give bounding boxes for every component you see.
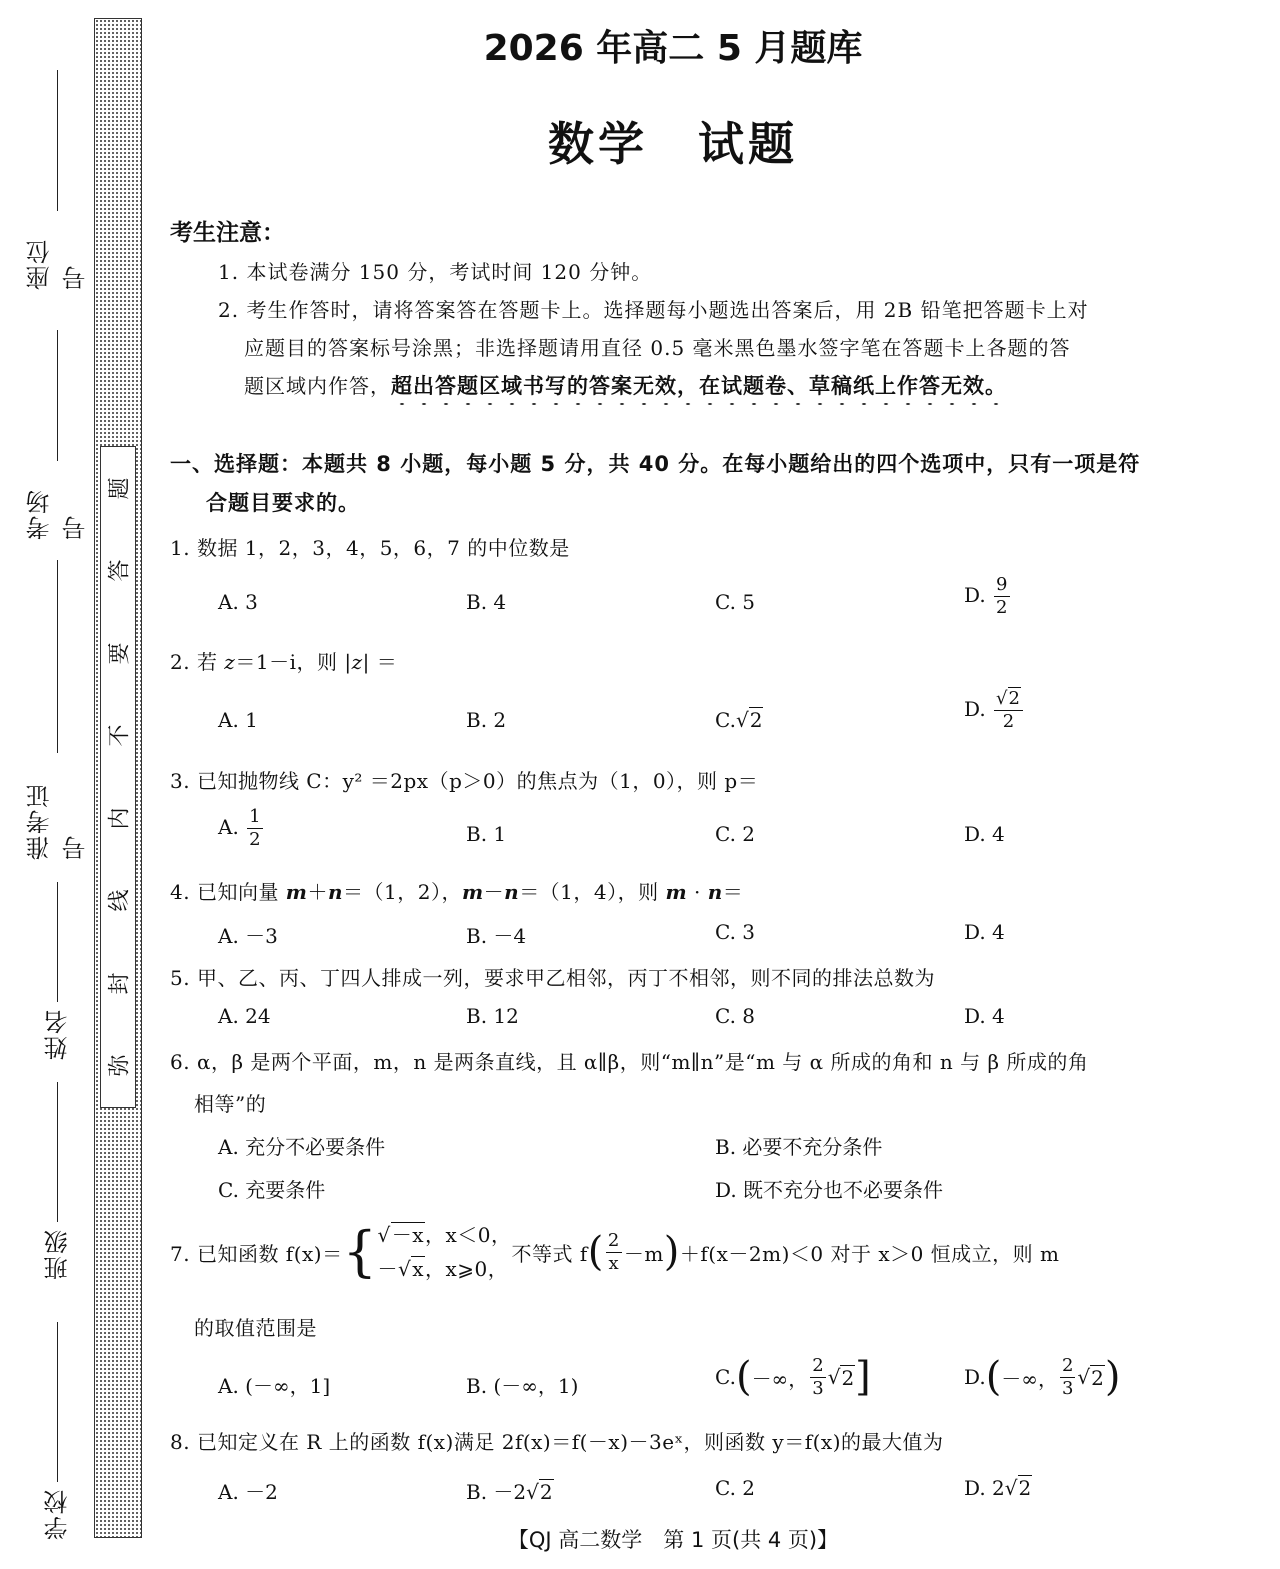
q2-option-a[interactable]: A. 1: [218, 708, 258, 732]
sqrt-radicand: 2: [1008, 688, 1020, 709]
notice-item-2-text: 题区域内作答，: [244, 374, 391, 398]
exam-title: 2026 年高二 5 月题库: [483, 28, 863, 69]
question-6-stem-cont: 相等”的: [194, 1092, 267, 1116]
page-footer: 【QJ 高二数学 第 1 页(共 4 页)】: [507, 1528, 839, 1552]
q7-stem-mid2: －m: [623, 1241, 664, 1266]
q4-vector-n: n: [327, 880, 344, 904]
paren-right: ): [1104, 1354, 1121, 1400]
fraction-denominator: 2: [249, 829, 261, 850]
q7-option-d-pre: －∞，: [1001, 1366, 1058, 1391]
name-field: [40, 880, 76, 1060]
question-1-stem: 1. 数据 1，2，3，4，5，6，7 的中位数是: [170, 536, 570, 560]
notice-item-2-line-1: 2. 考生作答时，请将答案答在答题卡上。选择题每小题选出答案后，用 2B 铅笔把答题卡上对: [218, 298, 1089, 322]
q4-stem-pre: 4. 已知向量: [170, 880, 286, 904]
piecewise-case-1: √－x，x＜0，: [377, 1223, 512, 1247]
exam-room-blank[interactable]: [58, 330, 59, 461]
fraction-denominator: x: [608, 1252, 620, 1274]
notice-item-1: 1. 本试卷满分 150 分，考试时间 120 分钟。: [218, 260, 653, 284]
piecewise-brace: {: [342, 1220, 378, 1283]
sqrt-radicand: 2: [749, 708, 763, 732]
q2-stem-mid: ＝1－i，则 |: [235, 650, 352, 674]
sqrt-radicand: x: [412, 1257, 424, 1281]
q2-stem-pre: 2. 若: [170, 650, 225, 674]
sqrt-radicand: 2: [1091, 1365, 1104, 1390]
q4-vector-m: m: [461, 880, 484, 904]
q3-option-a[interactable]: [218, 808, 265, 849]
seal-char: 线: [107, 889, 133, 912]
q4-dot: ·: [687, 880, 708, 904]
q2-var-z: z: [224, 650, 236, 674]
q7-stem-post: ＋f(x－2m)＜0 对于 x＞0 恒成立，则 m: [679, 1241, 1060, 1266]
name-label: 姓名: [44, 1008, 72, 1060]
q7-option-d[interactable]: D. ( －∞， $\frac{2}{3}$ √ 2 ): [964, 1354, 1121, 1400]
q3-option-d[interactable]: D. 4: [964, 822, 1005, 846]
school-label: 学校: [44, 1488, 72, 1540]
q2-var-z: z: [351, 650, 363, 674]
question-4-stem: [170, 876, 743, 905]
q2-stem-post: | ＝: [362, 650, 398, 674]
q8-option-c[interactable]: C. 2: [715, 1476, 756, 1500]
fraction-numerator: √2: [994, 690, 1023, 711]
seal-char: 答: [107, 559, 133, 582]
q8-option-a[interactable]: A. －2: [218, 1480, 278, 1504]
seal-char: 不: [107, 724, 133, 747]
q4-option-c[interactable]: C. 3: [715, 920, 756, 944]
q4-vector-n: n: [504, 880, 520, 904]
piecewise-cases: [377, 1218, 511, 1286]
question-5-stem: 5. 甲、乙、丙、丁四人排成一列，要求甲乙相邻，丙丁不相邻，则不同的排法总数为: [170, 966, 935, 990]
seat-number-field: [26, 70, 90, 290]
question-6-stem: 6. α，β 是两个平面，m，n 是两条直线，且 α∥β，则“m∥n”是“m 与 α 所成的角和 n 与 β 所成的角: [170, 1050, 1089, 1074]
paren-left: (: [735, 1354, 752, 1400]
q5-option-a[interactable]: A. 24: [218, 1004, 271, 1028]
admission-number-blank[interactable]: [58, 560, 59, 753]
fraction-denominator: 3: [812, 1377, 824, 1399]
q4-vector-m: m: [665, 880, 688, 904]
q5-option-c[interactable]: C. 8: [715, 1004, 756, 1028]
seat-number-blank[interactable]: [58, 70, 59, 211]
q4-eq3: ＝: [722, 880, 744, 904]
notice-title: 考生注意：: [170, 220, 285, 246]
q7-stem-mid: 不等式 f: [511, 1241, 588, 1266]
sqrt-radicand: 2: [539, 1480, 553, 1504]
fraction: [994, 576, 1009, 617]
fraction: [606, 1229, 622, 1274]
exam-room-label: 考场号: [26, 488, 90, 540]
q4-minus: －: [483, 880, 505, 904]
fraction: [1060, 1354, 1075, 1399]
q6-option-c[interactable]: C. 充要条件: [218, 1178, 326, 1202]
fraction: [994, 690, 1023, 731]
q7-option-c-label: C.: [715, 1365, 736, 1389]
fraction: [247, 808, 262, 849]
q4-vector-n: n: [707, 880, 723, 904]
q1-option-d[interactable]: [964, 576, 1012, 617]
seat-number-label: 座位号: [26, 238, 90, 290]
fraction-numerator: 2: [607, 1229, 620, 1251]
piecewise-cond: ，x⩾0，: [424, 1257, 509, 1281]
q2-option-c[interactable]: C.√2: [715, 708, 763, 732]
q2-option-c-label: C.: [715, 708, 736, 732]
q1-option-a[interactable]: A. 3: [218, 590, 258, 614]
exam-room-field: [26, 330, 90, 540]
q7-option-a[interactable]: A. (－∞，1]: [218, 1374, 331, 1398]
fraction-numerator: 9: [996, 574, 1008, 595]
paren-right: ): [663, 1229, 680, 1275]
notice-emphasis: 超出答题区域书写的答案无效，在试题卷、草稿纸上作答无效。: [391, 374, 1007, 408]
q4-option-a[interactable]: A. －3: [218, 924, 278, 948]
q1-option-b[interactable]: B. 4: [466, 590, 507, 614]
q2-option-d[interactable]: [964, 690, 1025, 731]
q7-option-c[interactable]: C. ( －∞， $\frac{2}{3}$ √ 2 ]: [715, 1354, 871, 1400]
exam-subject: 数学 试题: [548, 117, 798, 171]
notice-item-2-line-3: [244, 370, 1007, 400]
paren-left: (: [985, 1354, 1002, 1400]
q1-option-d-label: D.: [964, 583, 986, 607]
seal-char: 封: [107, 972, 133, 995]
name-blank[interactable]: [58, 882, 59, 1002]
q8-option-d-label: D. 2: [964, 1476, 1005, 1500]
question-7-stem-cont: 的取值范围是: [194, 1316, 317, 1340]
paren-left: (: [587, 1229, 604, 1275]
admission-number-label: 准考证号: [26, 782, 90, 860]
class-field: [40, 1080, 76, 1280]
q7-option-d-label: D.: [964, 1365, 986, 1389]
sqrt-radicand: 2: [841, 1365, 855, 1390]
binding-margin: [0, 0, 150, 1569]
school-field: [40, 1320, 76, 1540]
q3-option-b[interactable]: B. 1: [466, 822, 507, 846]
notice-item-2-line-2: 应题目的答案标号涂黑；非选择题请用直径 0.5 毫米黑色墨水签字笔在答题卡上各题的答: [244, 336, 1071, 360]
q6-option-d[interactable]: D. 既不充分也不必要条件: [715, 1178, 944, 1202]
q4-eq2: ＝（1，4），则: [519, 880, 666, 904]
section-1-heading: 一、选择题：本题共 8 小题，每小题 5 分，共 40 分。在每小题给出的四个选项中，只有一项是符: [170, 452, 1141, 476]
question-3-stem: 3. 已知抛物线 C：y² ＝2px（p＞0）的焦点为（1，0），则 p＝: [170, 769, 759, 793]
piecewise-neg: －: [377, 1257, 398, 1281]
sqrt-radicand: －x: [391, 1223, 424, 1247]
fraction-numerator: 2: [1061, 1354, 1074, 1376]
question-2-stem: [170, 646, 397, 675]
fraction-denominator: 2: [996, 597, 1008, 618]
fraction-numerator: 1: [249, 806, 261, 827]
q4-eq1: ＝（1，2），: [343, 880, 462, 904]
q4-vector-m: m: [285, 880, 308, 904]
piecewise-cond: ，x＜0，: [424, 1223, 512, 1247]
q8-option-b-label: B. －2: [466, 1480, 527, 1504]
q7-option-b[interactable]: B. (－∞，1): [466, 1374, 579, 1398]
seal-char: 内: [107, 807, 133, 830]
q3-option-a-label: A.: [218, 815, 239, 839]
q1-option-c[interactable]: C. 5: [715, 590, 756, 614]
q2-option-b[interactable]: B. 2: [466, 708, 507, 732]
bracket-right: ]: [855, 1354, 871, 1400]
q6-option-b[interactable]: B. 必要不充分条件: [715, 1135, 883, 1159]
school-blank[interactable]: [58, 1322, 59, 1482]
q8-option-b[interactable]: B. －2√2: [466, 1480, 553, 1504]
q4-option-d[interactable]: D. 4: [964, 920, 1005, 944]
fraction-denominator: 2: [1002, 711, 1015, 732]
class-blank[interactable]: [58, 1082, 59, 1222]
fraction-numerator: 2: [812, 1354, 824, 1376]
seal-line-notice: [100, 446, 136, 1108]
seal-char: 要: [107, 642, 133, 665]
seal-char: 题: [107, 477, 133, 500]
q7-stem-pre: 7. 已知函数 f(x)＝: [170, 1241, 343, 1266]
section-1-heading-cont: 合题目要求的。: [206, 491, 360, 515]
admission-number-field: [26, 560, 90, 860]
fraction-denominator: 3: [1061, 1377, 1074, 1399]
q3-option-c[interactable]: C. 2: [715, 822, 756, 846]
fraction: [810, 1354, 825, 1399]
q6-option-a[interactable]: A. 充分不必要条件: [218, 1135, 386, 1159]
q8-option-d[interactable]: D. 2√2: [964, 1476, 1032, 1500]
class-label: 班级: [44, 1228, 72, 1280]
q7-option-c-pre: －∞，: [751, 1366, 809, 1391]
question-7-stem: [170, 1218, 1060, 1286]
sqrt-radicand: 2: [1018, 1476, 1032, 1500]
q5-option-d[interactable]: D. 4: [964, 1004, 1005, 1028]
q4-plus: ＋: [307, 880, 328, 904]
seal-char: 弥: [107, 1054, 133, 1077]
q5-option-b[interactable]: B. 12: [466, 1004, 519, 1028]
q4-option-b[interactable]: B. －4: [466, 924, 527, 948]
q2-option-d-label: D.: [964, 697, 986, 721]
question-8-stem: 8. 已知定义在 R 上的函数 f(x)满足 2f(x)＝f(－x)－3eˣ，则函数 y＝f(x)的最大值为: [170, 1430, 944, 1454]
piecewise-case-2: －√x，x⩾0，: [377, 1257, 509, 1281]
